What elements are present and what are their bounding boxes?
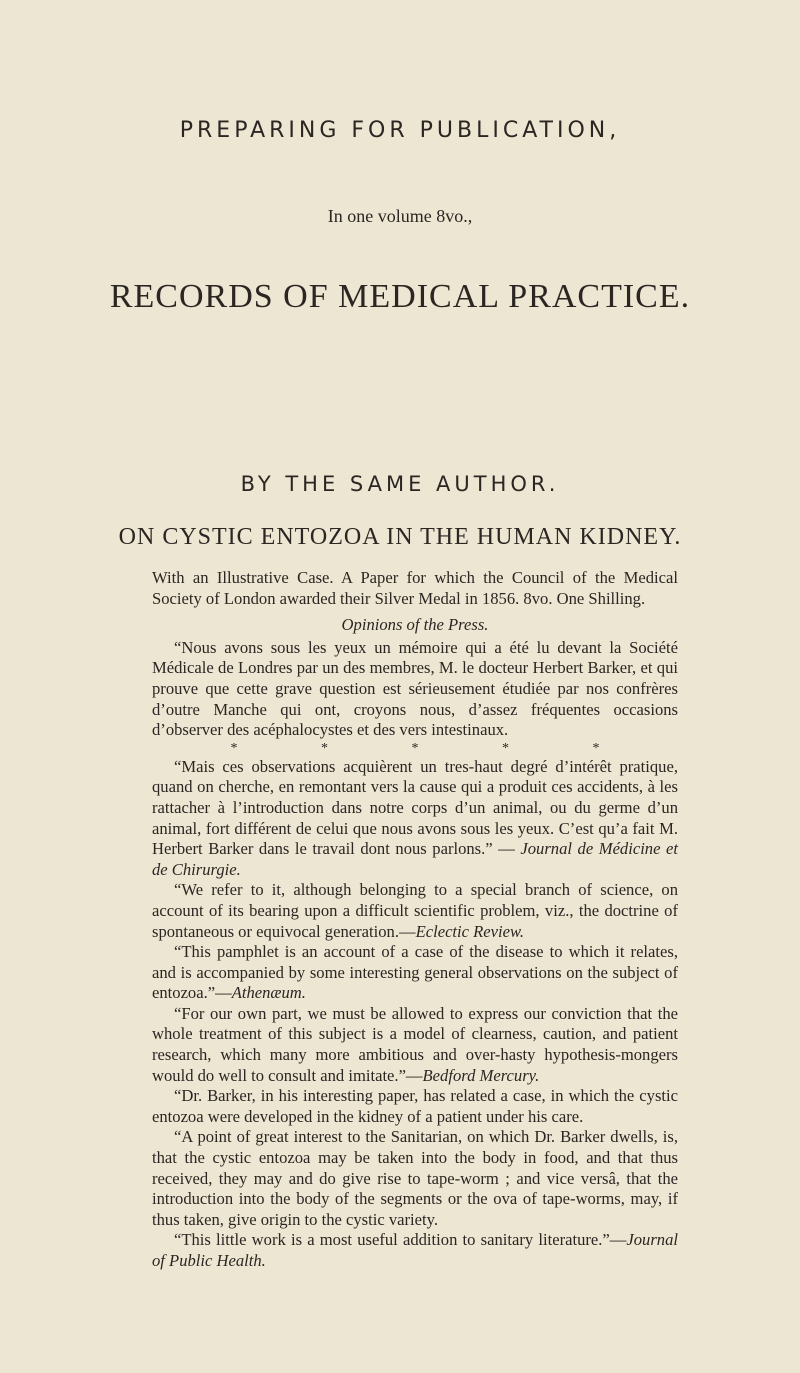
quote-source: Bedford Mercury.: [422, 1065, 540, 1085]
opinions-heading: Opinions of the Press.: [341, 615, 489, 635]
by-author-heading: BY THE SAME AUTHOR.: [240, 472, 560, 496]
quote-text: “Dr. Barker, in his interesting paper, has related a case, in which the cystic entozoa were developed in the kidney of a patient under his care.: [152, 1086, 678, 1126]
quote-source: Athenæum.: [231, 983, 306, 1003]
quote-text: “Mais ces observations acquièrent un tres-haut degré d’intérêt pratique, quand on cherche, en remontant vers la cause qui a produit ces accidents, à les rattacher à l’introduction dans notre corps d’un animal, ou du germe d’un animal, fort différent de celui que nous avons sous les yeux. C’est qu’a fait M. Herbert Barker dans le travail dont nous parlons.” —: [152, 756, 678, 859]
press-quote: [152, 942, 678, 1004]
volume-note: In one volume 8vo.,: [327, 206, 473, 226]
book-title: RECORDS OF MEDICAL PRACTICE.: [109, 278, 691, 315]
quote-text: “We refer to it, although belonging to a special branch of science, on account of its bearing upon a difficult scientific problem, viz., the doctrine of spontaneous or equivocal generation.—: [152, 880, 678, 941]
quote-text: “This little work is a most useful addition to sanitary literature.”—: [174, 1230, 627, 1250]
quote-text: “A point of great interest to the Sanitarian, on which Dr. Barker dwells, is, that the cystic entozoa may be taken into the body in food, and that thus received, they may and do give rise to tape-worm ; and vice versâ, that the introduction into the body of the segments or the ova of tape-worms, may, if thus taken, give origin to the cystic variety.: [152, 1127, 678, 1229]
press-quote: [152, 1230, 678, 1271]
quote-source: Eclectic Review.: [415, 921, 524, 941]
quote-text: “Nous avons sous les yeux un mémoire qui a été lu devant la Société Médicale de Londres par un des membres, M. le docteur Herbert Barker, et qui prouve que cette grave question est sérieusement étudiée par nos confrères d’outre Manche qui ont, croyons nous, d’assez fréquentes occasions d’observer des acéphalocystes et des vers intestinaux.: [152, 637, 678, 740]
preparing-heading: PREPARING FOR PUBLICATION,: [179, 118, 621, 143]
body-text: [152, 568, 678, 1272]
press-quote: [152, 1004, 678, 1086]
press-quote: [152, 1086, 678, 1127]
press-quote: [152, 757, 678, 881]
quote-source: Journal de Médicine et de Chirurgie.: [152, 839, 678, 879]
press-quote: [152, 880, 678, 942]
separator-asterisks: * * * * *: [230, 740, 640, 756]
work-description: With an Illustrative Case. A Paper for which the Council of the Medical Society of London awarded their Silver Medal in 1856. 8vo. One Shilling.: [152, 568, 678, 608]
work-title: ON CYSTIC ENTOZOA IN THE HUMAN KIDNEY.: [118, 524, 682, 550]
quote-text: “This pamphlet is an account of a case of the disease to which it relates, and is accompanied by some interesting general observations on the subject of entozoa.”—: [152, 942, 678, 1003]
quote-text: “For our own part, we must be allowed to express our conviction that the whole treatment of this subject is a model of clearness, caution, and patient research, which many more ambitious and over-hasty hypothesis-mongers would do well to consult and imitate.”—: [152, 1003, 678, 1085]
quote-source: Journal of Public Health.: [152, 1230, 678, 1270]
press-quote: [152, 1127, 678, 1230]
press-quote: [152, 638, 678, 741]
